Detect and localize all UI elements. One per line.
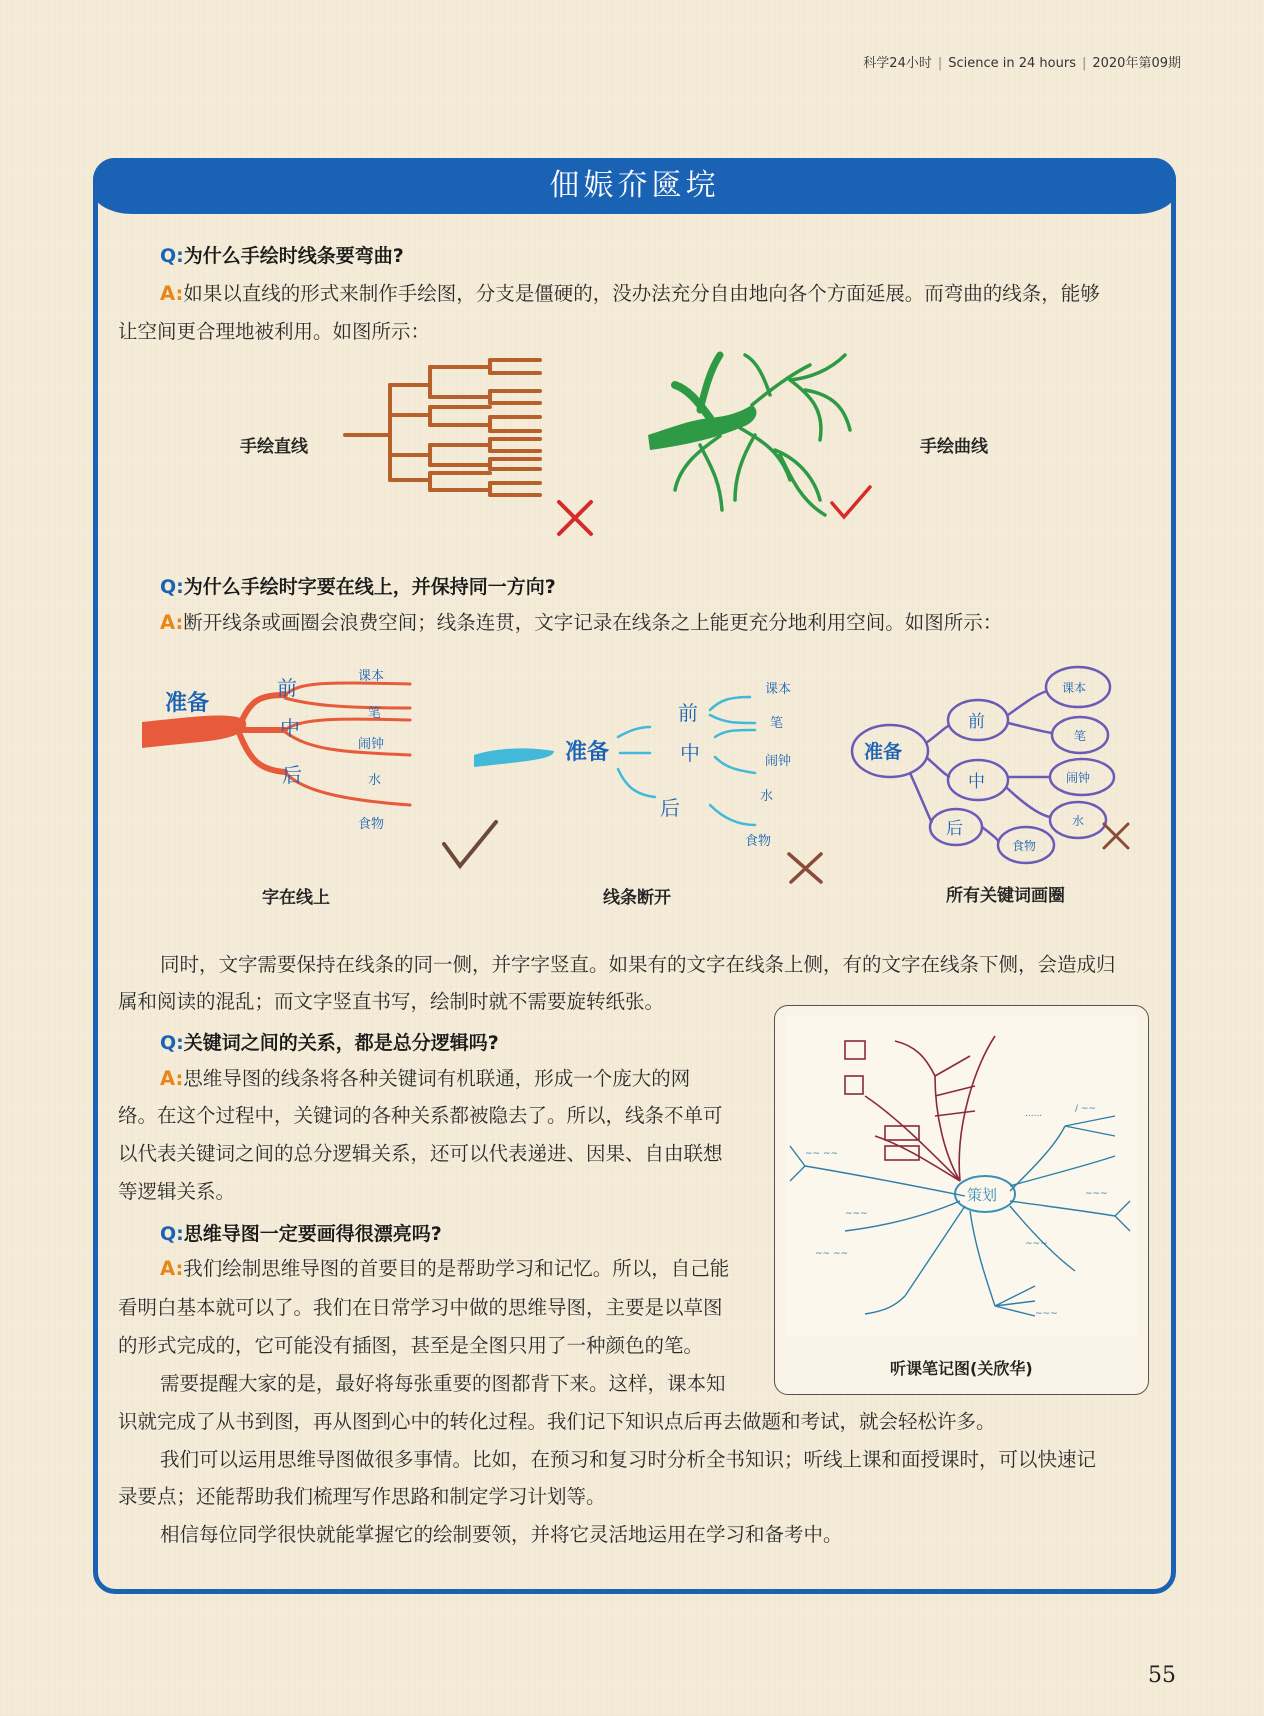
mindmap-words-on-lines [140, 660, 440, 860]
svg-text:食物: 食物 [358, 817, 385, 832]
svg-text:水: 水 [760, 789, 774, 804]
answer-1-line-2: 让空间更合理地被利用。如图所示： [118, 320, 431, 343]
svg-text:前: 前 [968, 712, 985, 732]
question-1-text: 为什么手绘时线条要弯曲? [183, 245, 404, 267]
magazine-name: 科学24小时 [863, 56, 932, 71]
svg-text:~~~: ~~~ [1025, 1239, 1048, 1249]
svg-text:水: 水 [368, 773, 382, 788]
answer-2: A:断开线条或画圈会浪费空间；线条连贯，文字记录在线条之上能更充分地利用空间。如图所示： [160, 611, 1003, 634]
svg-text:课本: 课本 [765, 682, 792, 697]
paragraph-4: 相信每位同学很快就能掌握它的绘制要领，并将它灵活地运用在学习和备考中。 [160, 1523, 843, 1546]
svg-text:闹钟: 闹钟 [765, 754, 792, 769]
panel-title: 佃娠夼匳垸 [93, 158, 1176, 214]
straight-branch-drawing [340, 355, 550, 495]
mindmap-broken-lines [470, 675, 810, 855]
paragraph-1-line-1: 同时，文字需要保持在线条的同一侧，并字字竖直。如果有的文字在线条上侧，有的文字在线条下侧，会造成归 [160, 953, 1116, 976]
cross-mark-1 [555, 498, 595, 538]
svg-text:课本: 课本 [358, 669, 385, 684]
notes-center-word: 策划 [967, 1186, 998, 1204]
answer-3-line-4: 等逻辑关系。 [118, 1180, 236, 1203]
paragraph-2-line-1: 需要提醒大家的是，最好将每张重要的图都背下来。这样，课本知 [160, 1372, 726, 1395]
question-3: Q:关键词之间的关系，都是总分逻辑吗? [160, 1032, 499, 1054]
answer-3-line-3: 以代表关键词之间的总分逻辑关系，还可以代表递进、因果、自由联想 [118, 1142, 723, 1165]
running-header: 科学24小时 | Science in 24 hours | 2020年第09期 [863, 56, 1181, 71]
svg-text:闹钟: 闹钟 [1066, 771, 1091, 785]
answer-3-line-1: A:思维导图的线条将各种关键词有机联通，形成一个庞大的网 [160, 1067, 691, 1090]
svg-text:笔: 笔 [770, 716, 784, 731]
question-2: Q:为什么手绘时字要在线上，并保持同一方向? [160, 576, 556, 598]
answer-4-line-1: A:我们绘制思维导图的首要目的是帮助学习和记忆。所以，自己能 [160, 1257, 730, 1280]
svg-text:课本: 课本 [1062, 681, 1087, 695]
answer-4-line-2: 看明白基本就可以了。我们在日常学习中做的思维导图，主要是以草图 [118, 1296, 723, 1319]
svg-text:中: 中 [968, 772, 985, 792]
svg-text:中: 中 [680, 741, 700, 765]
svg-text:闹钟: 闹钟 [358, 737, 385, 752]
cross-mark-3 [1100, 820, 1132, 852]
question-1: Q:为什么手绘时线条要弯曲? [160, 245, 404, 267]
answer-3-line-2: 络。在这个过程中，关键词的各种关系都被隐去了。所以，线条不单可 [118, 1104, 723, 1127]
issue-number: 2020年第09期 [1092, 56, 1181, 71]
cross-mark-2 [785, 850, 825, 886]
svg-text:食物: 食物 [745, 834, 772, 849]
caption-circled-keywords: 所有关键词画圈 [946, 886, 1065, 906]
svg-text:~~~: ~~~ [845, 1209, 868, 1219]
question-4-text: 思维导图一定要画得很漂亮吗? [183, 1223, 442, 1245]
photo-caption: 听课笔记图(关欣华) [890, 1359, 1033, 1378]
answer-1-line-1: A:如果以直线的形式来制作手绘图，分支是僵硬的，没办法充分自由地向各个方面延展。而弯曲的线条，能够 [160, 282, 1100, 305]
paragraph-2-line-2: 识就完成了从书到图，再从图到心中的转化过程。我们记下知识点后再去做题和考试，就会轻松许多。 [118, 1410, 996, 1433]
question-3-text: 关键词之间的关系，都是总分逻辑吗? [183, 1032, 499, 1054]
question-4: Q:思维导图一定要画得很漂亮吗? [160, 1223, 442, 1245]
svg-text:前: 前 [277, 676, 297, 700]
root-label-2: 准备 [565, 740, 610, 765]
handwritten-mindmap-image [785, 1016, 1137, 1336]
svg-text:~~~: ~~~ [1035, 1309, 1058, 1319]
svg-text:~~ ~~: ~~ ~~ [805, 1149, 839, 1159]
svg-text:~~~: ~~~ [1085, 1189, 1108, 1199]
svg-text:后: 后 [946, 819, 963, 839]
magazine-english: Science in 24 hours [948, 56, 1076, 71]
caption-curved-lines: 手绘曲线 [920, 437, 988, 457]
svg-text:~~ ~~: ~~ ~~ [815, 1249, 849, 1259]
svg-text:前: 前 [678, 701, 698, 725]
page-number: 55 [1148, 1663, 1176, 1688]
paragraph-1-line-2: 属和阅读的混乱；而文字竖直书写，绘制时就不需要旋转纸张。 [118, 990, 665, 1013]
svg-text:准备: 准备 [864, 741, 903, 763]
svg-text:后: 后 [282, 763, 302, 787]
notes-photo-frame [774, 1005, 1149, 1395]
svg-text:水: 水 [1072, 814, 1085, 828]
curved-branch-drawing [640, 350, 860, 520]
svg-text:......: ...... [1025, 1109, 1043, 1119]
check-mark-1 [828, 483, 874, 523]
svg-text:食物: 食物 [1012, 839, 1037, 853]
svg-text:/ ~~: / ~~ [1075, 1104, 1096, 1114]
svg-text:中: 中 [280, 716, 300, 740]
answer-4-line-3: 的形式完成的，它可能没有插图，甚至是全图只用了一种颜色的笔。 [118, 1334, 704, 1357]
svg-text:后: 后 [660, 796, 680, 820]
svg-text:笔: 笔 [1074, 729, 1087, 743]
paragraph-3-line-2: 录要点；还能帮助我们梳理写作思路和制定学习计划等。 [118, 1485, 606, 1508]
question-2-text: 为什么手绘时字要在线上，并保持同一方向? [183, 576, 556, 598]
caption-broken-lines: 线条断开 [603, 888, 671, 908]
caption-straight-lines: 手绘直线 [240, 437, 308, 457]
root-label: 准备 [165, 691, 210, 716]
caption-words-on-lines: 字在线上 [262, 888, 330, 908]
svg-text:笔: 笔 [368, 706, 382, 721]
paragraph-3-line-1: 我们可以运用思维导图做很多事情。比如，在预习和复习时分析全书知识；听线上课和面授课时，可以快速记 [160, 1448, 1097, 1471]
